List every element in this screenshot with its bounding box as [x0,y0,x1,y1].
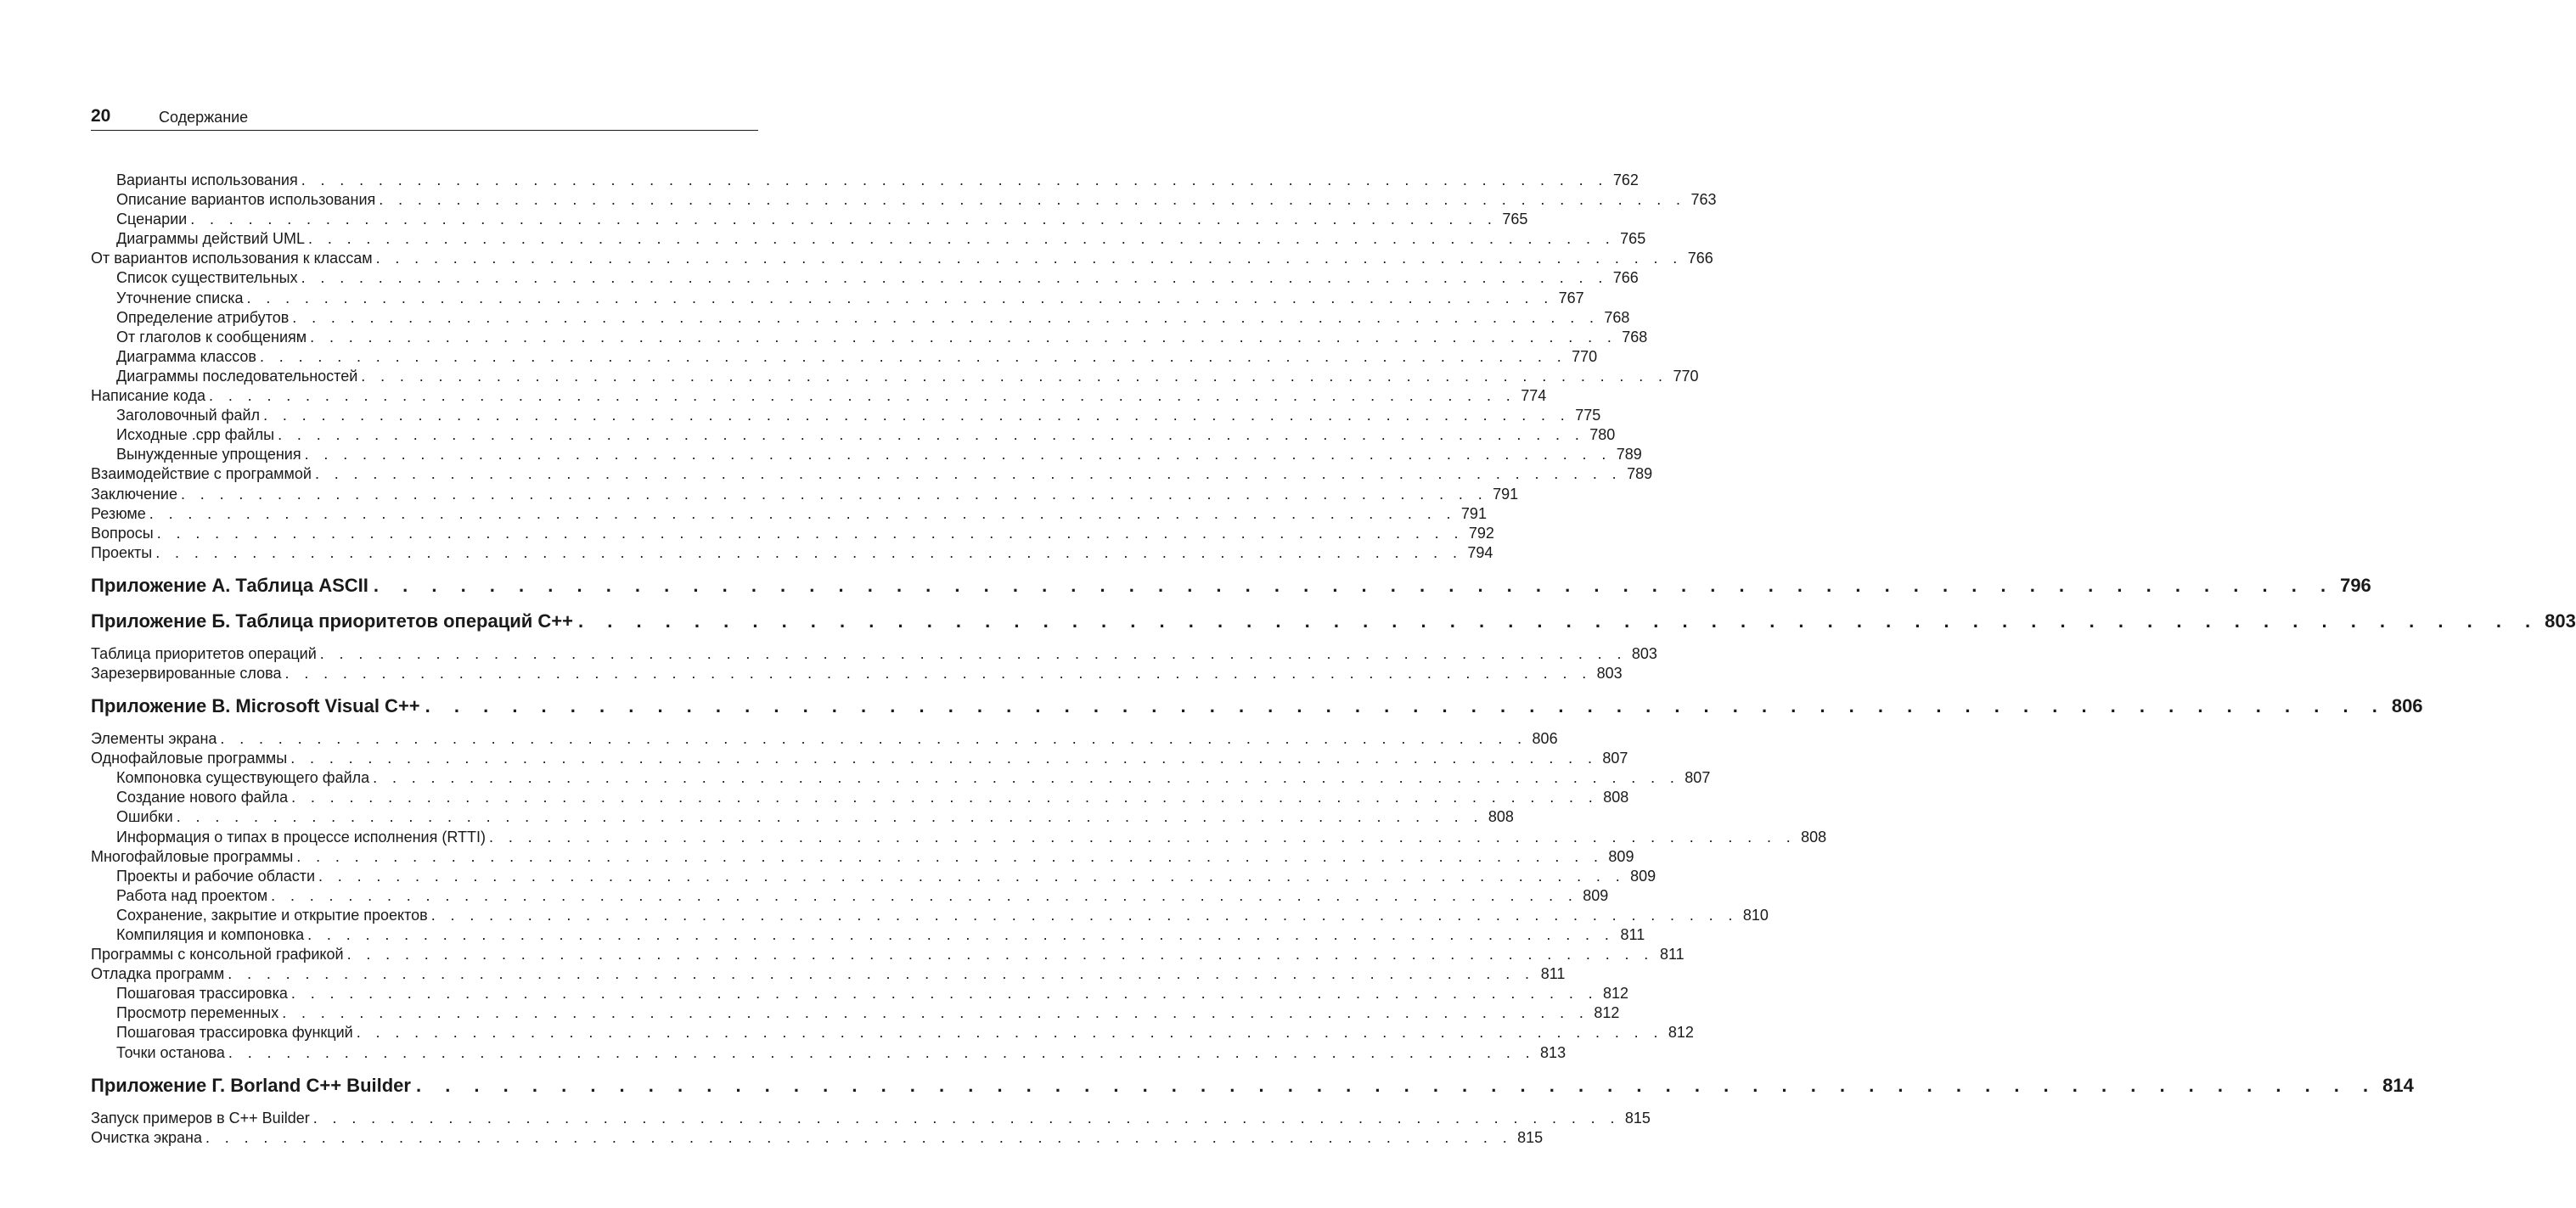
toc-entry-page: 767 [1558,289,1584,306]
toc-leader-dots: . . . . . . . . . . . . . . . . . . . . . . . . . . . . . . . . . . . . . . . . . . . . . . . . . . . . . . . . . . . . . . . . . . . . [307,926,1615,943]
toc-leader-dots: . . . . . . . . . . . . . . . . . . . . . . . . . . . . . . . . . . . . . . . . . . . . . . . . . . . . . . . . . . . . . . . . . . . . [220,730,1527,748]
toc-entry-page: 803 [1596,664,1623,682]
toc-entry-page: 763 [1690,191,1717,209]
toc-subentry [91,906,1769,925]
toc-leader-dots: . . . . . . . . . . . . . . . . . . . . . . . . . . . . . . . . . . . . . . . . . . . . . . . . . . . . . . . . . . . . . . . . . . . . [318,867,1626,885]
toc-leader-dots: . . . . . . . . . . . . . . . . . . . . . . . . . . . . . . . . . . . . . . . . . . . . . . . . . . . . . . . . . . . . . . . . . . . . [489,828,1797,846]
toc-entry [91,664,1623,683]
toc-leader-dots: . . . . . . . . . . . . . . . . . . . . . . . . . . . . . . . . . . . . . . . . . . . . . . . . . . . . . . . . . . . . . . . . . . . . [149,504,1456,522]
toc-leader-dots: . . . . . . . . . . . . . . . . . . . . . . . . . . . . . . . . . . . . . . . . . . . . . . . . . . . . . . . . . . . . . . . . . . . . [228,1043,1536,1061]
toc-entry-title: От вариантов использования к классам [91,250,373,267]
toc-leader-dots: . . . . . . . . . . . . . . . . . . . . . . . . . . . . . . . . . . . . . . . . . . . . . . . . . . . . . . . . . . . . . . . . . . . . [296,847,1604,865]
toc-leader-dots: . . . . . . . . . . . . . . . . . . . . . . . . . . . . . . . . . . . . . . . . . . . . . . . . . . . . . . . . . . . . . . . . . . . . [246,289,1554,306]
table-of-contents [91,171,2576,1148]
toc-appendix-heading [91,573,2371,598]
toc-leader-dots: . . . . . . . . . . . . . . . . . . . . . . . . . . . . . . . . . . . . . . . . . . . . . . . . . . . . . . . . . . . . . . . . . . . . [310,328,1617,346]
toc-subentry [91,984,1629,1003]
toc-entry [91,749,1628,768]
toc-subentry [91,807,1514,827]
toc-entry-page: 808 [1603,789,1629,806]
toc-entry-title: Приложение Г. Borland C++ Builder [91,1074,411,1096]
toc-entry-page: 811 [1620,926,1645,943]
toc-subentry [91,268,1639,288]
toc-leader-dots: . . . . . . . . . . . . . . . . . . . . . . . . . . . . . . . . . . . . . . . . . . . . . . . . . . . . . . . . . . . . . . . . . . . . [430,906,1738,924]
toc-subentry [91,229,1646,249]
toc-entry-title: Очистка экрана [91,1128,202,1146]
toc-entry-page: 809 [1608,847,1634,865]
toc-entry-title: Компиляция и компоновка [116,926,305,943]
toc-subentry [91,1023,1694,1042]
toc-entry-title: Сценарии [116,211,188,228]
toc-entry [91,1128,1544,1148]
toc-leader-dots: . . . . . . . . . . . . . . . . . . . . . . . . . . . . . . . . . . . . . . . . . . . . . . . . . . . . . . . . . . . . . . . . . . . . [346,946,1654,964]
toc-entry-title: Заголовочный файл [116,407,261,424]
toc-entry [91,504,1487,524]
toc-leader-dots: . . . . . . . . . . . . . . . . . . . . . . . . . . . . . . . . . . . . . . . . . . . . . . . . . . . . . . . . . . . . . . . . . . . . [176,808,1483,826]
toc-leader-dots: . . . . . . . . . . . . . . . . . . . . . . . . . . . . . . . . . . . . . . . . . . . . . . . . . . . . . . . . . . . . . . . . . . . . [379,191,1686,209]
toc-entry-page: 811 [1540,965,1566,983]
toc-entry-page: 768 [1604,308,1630,326]
toc-entry-title: Однофайловые программы [91,750,288,767]
toc-entry-title: Отладка программ [91,965,225,983]
toc-leader-dots: . . . . . . . . . . . . . . . . . . . . . . . . . . . . . . . . . . . . . . . . . . . . . . . . . . . . . . . . . . . . . . . . . . . . [375,250,1683,267]
toc-entry-title: Просмотр переменных [116,1004,279,1022]
toc-entry-title: Диаграммы действий UML [116,230,306,248]
toc-subentry [91,828,1827,847]
toc-subentry [91,768,1711,788]
toc-entry-title: Приложение А. Таблица ASCII [91,574,368,596]
toc-entry-title: Элементы экрана [91,730,217,748]
toc-entry-title: Запуск примеров в C++ Builder [91,1109,310,1127]
toc-entry-title: От глаголов к сообщениям [116,328,307,346]
toc-entry-title: Таблица приоритетов операций [91,644,317,662]
toc-entry-title: Описание вариантов использования [116,191,376,209]
toc-leader-dots: . . . . . . . . . . . . . . . . . . . . . . . . . . . . . . . . . . . . . . . . . . . . . . . . . . . . . . . . . . . . . . . . . . . . [278,426,1585,444]
toc-entry-page: 789 [1627,465,1653,483]
toc-leader-dots: . . . . . . . . . . . . . . . . . . . . . . . . . . . . . . . . . . . . . . . . . . . . . . . . . . . . . . . . . . . . . . . . . . . . [292,308,1600,326]
toc-entry-page: 810 [1742,906,1769,924]
toc-entry-page: 807 [1685,769,1711,787]
toc-entry-page: 775 [1575,407,1601,424]
toc-leader-dots: . . . . . . . . . . . . . . . . . . . . . . . . . . . . . . . . . . . . . . . . . . . . . . . . . . . . . . . . . . . . . . . . . . . . [356,1024,1663,1042]
toc-entry-page: 812 [1594,1004,1620,1022]
toc-leader-dots: . . . . . . . . . . . . . . . . . . . . . . . . . . . . . . . . . . . . . . . . . . . . . . . . . . . . . . . . . . . . . . . . . . . . [156,524,1464,542]
toc-entry-page: 770 [1572,347,1598,365]
toc-entry-title: Приложение Б. Таблица приоритетов операций C++ [91,610,573,632]
toc-entry [91,524,1494,543]
toc-entry-title: Ошибки [116,808,173,826]
toc-entry [91,1109,1651,1128]
toc-entry-page: 796 [2340,574,2371,596]
toc-appendix-heading [91,609,2576,634]
toc-entry-page: 765 [1502,211,1528,228]
toc-subentry [91,190,1717,210]
toc-leader-dots: . . . . . . . . . . . . . . . . . . . . . . . . . . . . . . . . . . . . . . . . . . . . . . . . . . . . . . . . . . . . . . . . . . . . [301,269,1608,287]
toc-entry-page: 794 [1467,543,1493,561]
toc-subentry [91,1003,1620,1023]
toc-entry-title: Вынужденные упрощения [116,446,301,464]
toc-subentry [91,367,1699,386]
toc-leader-dots: . . . . . . . . . . . . . . . . . . . . . . . . . . . . . . . . . . . . . . . . . . . . . . . . . . . . . . . . . . . . . . . . . . . . [271,886,1578,904]
toc-entry-title: Варианты использования [116,171,298,188]
toc-entry [91,249,1713,268]
toc-entry [91,729,1558,749]
toc-subentry [91,171,1639,190]
toc-leader-dots: . . . . . . . . . . . . . . . . . . . . . . . . . . . . . . . . . . . . . . . . . . . . . . . . . . . . . . . . . . . . . . . . . . . . [312,1109,1620,1127]
toc-leader-dots: . . . . . . . . . . . . . . . . . . . . . . . . . . . . . . . . . . . . . . . . . . . . . . . . . . . . . . . . . . . . . . . . . . . . [415,1074,2378,1096]
toc-leader-dots: . . . . . . . . . . . . . . . . . . . . . . . . . . . . . . . . . . . . . . . . . . . . . . . . . . . . . . . . . . . . . . . . . . . . [209,387,1516,405]
toc-leader-dots: . . . . . . . . . . . . . . . . . . . . . . . . . . . . . . . . . . . . . . . . . . . . . . . . . . . . . . . . . . . . . . . . . . . . [304,446,1611,464]
toc-entry-page: 789 [1616,446,1642,464]
toc-entry-title: Определение атрибутов [116,308,290,326]
toc-entry-title: Проекты и рабочие области [116,867,315,885]
toc-entry-page: 791 [1493,485,1519,503]
toc-leader-dots: . . . . . . . . . . . . . . . . . . . . . . . . . . . . . . . . . . . . . . . . . . . . . . . . . . . . . . . . . . . . . . . . . . . . [263,407,1571,424]
toc-entry [91,485,1519,504]
toc-subentry [91,406,1601,425]
toc-entry-page: 815 [1517,1128,1544,1146]
toc-entry [91,386,1547,406]
toc-entry-title: Многофайловые программы [91,847,294,865]
toc-entry-page: 803 [2545,610,2576,632]
running-title: Содержание [159,109,249,126]
toc-entry-page: 812 [1603,985,1629,1003]
toc-entry-title: Резюме [91,504,146,522]
toc-entry-page: 809 [1583,886,1609,904]
toc-entry-title: Программы с консольной графикой [91,946,344,964]
toc-entry-page: 811 [1660,946,1685,964]
toc-entry-page: 812 [1668,1024,1694,1042]
toc-entry-title: Работа над проектом [116,886,268,904]
toc-subentry [91,347,1598,367]
toc-entry-page: 770 [1673,367,1699,385]
toc-entry-title: Исходные .cpp файлы [116,426,275,444]
toc-leader-dots: . . . . . . . . . . . . . . . . . . . . . . . . . . . . . . . . . . . . . . . . . . . . . . . . . . . . . . . . . . . . . . . . . . . . [284,664,1592,682]
toc-entry-title: Пошаговая трассировка [116,985,288,1003]
toc-leader-dots: . . . . . . . . . . . . . . . . . . . . . . . . . . . . . . . . . . . . . . . . . . . . . . . . . . . . . . . . . . . . . . . . . . . . [228,965,1535,983]
toc-leader-dots: . . . . . . . . . . . . . . . . . . . . . . . . . . . . . . . . . . . . . . . . . . . . . . . . . . . . . . . . . . . . . . . . . . . . [259,347,1567,365]
toc-leader-dots: . . . . . . . . . . . . . . . . . . . . . . . . . . . . . . . . . . . . . . . . . . . . . . . . . . . . . . . . . . . . . . . . . . . . [319,644,1627,662]
toc-subentry [91,788,1629,807]
toc-entry-page: 803 [1631,644,1657,662]
toc-entry-title: Точки останова [116,1043,225,1061]
toc-leader-dots: . . . . . . . . . . . . . . . . . . . . . . . . . . . . . . . . . . . . . . . . . . . . . . . . . . . . . . . . . . . . . . . . . . . . [180,485,1488,503]
toc-subentry [91,308,1630,328]
toc-entry-title: Проекты [91,543,153,561]
toc-entry-page: 806 [2391,695,2423,717]
toc-leader-dots: . . . . . . . . . . . . . . . . . . . . . . . . . . . . . . . . . . . . . . . . . . . . . . . . . . . . . . . . . . . . . . . . . . . . [578,610,2540,632]
toc-subentry [91,289,1584,308]
toc-subentry [91,867,1656,886]
toc-entry-title: Компоновка существующего файла [116,769,370,787]
toc-entry-title: Заключение [91,485,177,503]
toc-entry-title: Диаграммы последовательностей [116,367,358,385]
toc-entry-title: Сохранение, закрытие и открытие проектов [116,906,428,924]
toc-entry-page: 815 [1624,1109,1651,1127]
toc-entry-page: 809 [1630,867,1656,885]
toc-entry-title: Приложение В. Microsoft Visual C++ [91,695,420,717]
toc-entry-title: Информация о типах в процессе исполнения (RTTI) [116,828,487,846]
toc-entry [91,945,1685,964]
toc-subentry [91,328,1648,347]
toc-entry-page: 780 [1589,426,1616,444]
toc-entry-page: 768 [1622,328,1648,346]
toc-leader-dots: . . . . . . . . . . . . . . . . . . . . . . . . . . . . . . . . . . . . . . . . . . . . . . . . . . . . . . . . . . . . . . . . . . . . [301,171,1608,188]
toc-subentry [91,425,1616,445]
toc-entry-page: 766 [1687,250,1713,267]
toc-appendix-heading [91,1073,2414,1098]
toc-entry-title: Зарезервированные слова [91,664,282,682]
toc-leader-dots: . . . . . . . . . . . . . . . . . . . . . . . . . . . . . . . . . . . . . . . . . . . . . . . . . . . . . . . . . . . . . . . . . . . . [314,465,1623,483]
toc-entry-title: Взаимодействие с программой [91,465,312,483]
toc-entry-page: 766 [1612,269,1639,287]
toc-leader-dots: . . . . . . . . . . . . . . . . . . . . . . . . . . . . . . . . . . . . . . . . . . . . . . . . . . . . . . . . . . . . . . . . . . . . [282,1004,1589,1022]
toc-entry-page: 814 [2382,1074,2414,1096]
toc-subentry [91,925,1645,945]
toc-entry-page: 806 [1532,730,1558,748]
toc-leader-dots: . . . . . . . . . . . . . . . . . . . . . . . . . . . . . . . . . . . . . . . . . . . . . . . . . . . . . . . . . . . . . . . . . . . . [155,543,1463,561]
toc-subentry [91,445,1642,464]
toc-leader-dots: . . . . . . . . . . . . . . . . . . . . . . . . . . . . . . . . . . . . . . . . . . . . . . . . . . . . . . . . . . . . . . . . . . . . [190,211,1498,228]
toc-entry-page: 813 [1540,1043,1566,1061]
toc-entry [91,847,1634,867]
toc-entry-page: 807 [1602,750,1628,767]
toc-leader-dots: . . . . . . . . . . . . . . . . . . . . . . . . . . . . . . . . . . . . . . . . . . . . . . . . . . . . . . . . . . . . . . . . . . . . [290,750,1598,767]
toc-entry-page: 792 [1468,524,1494,542]
page-number: 20 [91,106,111,126]
toc-subentry [91,1043,1566,1063]
toc-entry-page: 808 [1488,808,1514,826]
toc-entry-title: Написание кода [91,387,206,405]
toc-entry-page: 808 [1801,828,1827,846]
toc-leader-dots: . . . . . . . . . . . . . . . . . . . . . . . . . . . . . . . . . . . . . . . . . . . . . . . . . . . . . . . . . . . . . . . . . . . . [290,985,1599,1003]
toc-entry-page: 774 [1521,387,1547,405]
toc-subentry [91,886,1609,906]
toc-entry [91,964,1566,984]
toc-subentry [91,210,1528,229]
toc-leader-dots: . . . . . . . . . . . . . . . . . . . . . . . . . . . . . . . . . . . . . . . . . . . . . . . . . . . . . . . . . . . . . . . . . . . . [291,789,1599,806]
toc-leader-dots: . . . . . . . . . . . . . . . . . . . . . . . . . . . . . . . . . . . . . . . . . . . . . . . . . . . . . . . . . . . . . . . . . . . . [361,367,1668,385]
toc-entry-page: 765 [1620,230,1646,248]
toc-leader-dots: . . . . . . . . . . . . . . . . . . . . . . . . . . . . . . . . . . . . . . . . . . . . . . . . . . . . . . . . . . . . . . . . . . . . [373,769,1680,787]
toc-entry [91,543,1493,563]
toc-entry-title: Вопросы [91,524,154,542]
toc-appendix-heading [91,694,2423,719]
toc-entry [91,644,1657,664]
toc-entry-title: Уточнение списка [116,289,244,306]
toc-leader-dots: . . . . . . . . . . . . . . . . . . . . . . . . . . . . . . . . . . . . . . . . . . . . . . . . . . . . . . . . . . . . . . . . . . . . [373,574,2336,596]
toc-entry-title: Список существительных [116,269,298,287]
toc-entry-title: Создание нового файла [116,789,289,806]
toc-entry-page: 762 [1612,171,1639,188]
toc-entry-title: Диаграмма классов [116,347,256,365]
toc-leader-dots: . . . . . . . . . . . . . . . . . . . . . . . . . . . . . . . . . . . . . . . . . . . . . . . . . . . . . . . . . . . . . . . . . . . . [308,230,1616,248]
toc-entry-title: Пошаговая трассировка функций [116,1024,353,1042]
toc-leader-dots: . . . . . . . . . . . . . . . . . . . . . . . . . . . . . . . . . . . . . . . . . . . . . . . . . . . . . . . . . . . . . . . . . . . . [205,1128,1513,1146]
toc-entry [91,464,1653,484]
page-header [91,103,758,131]
toc-entry-page: 791 [1460,504,1487,522]
toc-leader-dots: . . . . . . . . . . . . . . . . . . . . . . . . . . . . . . . . . . . . . . . . . . . . . . . . . . . . . . . . . . . . . . . . . . . . [425,695,2387,717]
